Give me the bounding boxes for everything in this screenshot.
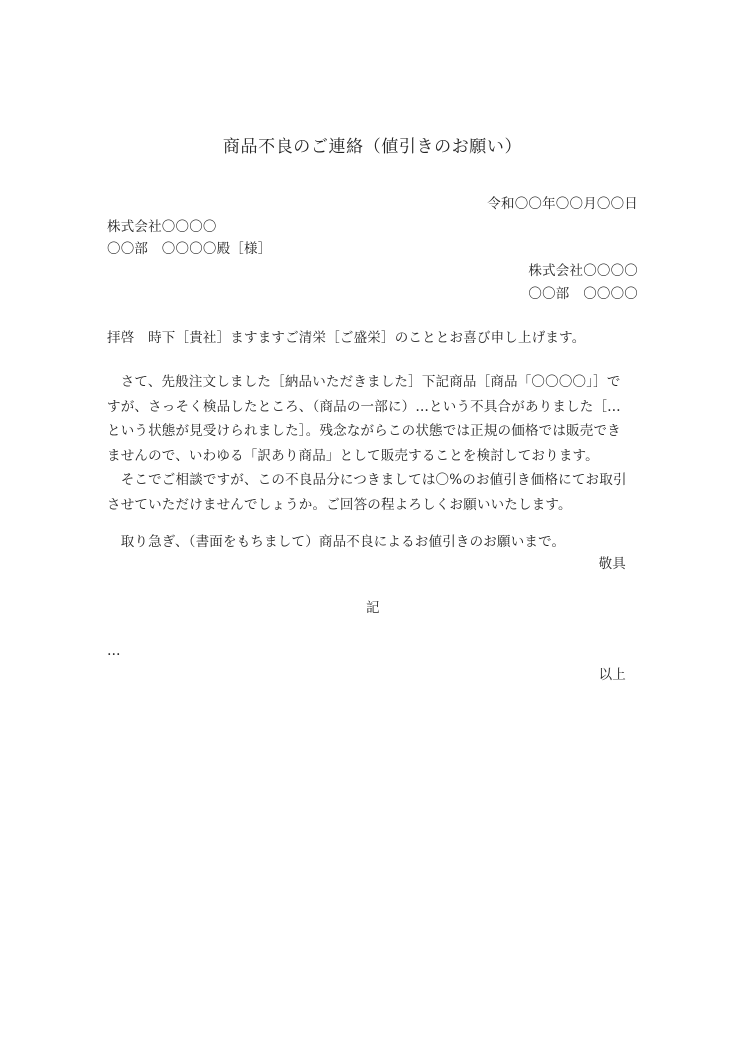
ki-heading: 記	[366, 600, 380, 616]
closing-word: 敬具	[598, 556, 626, 572]
document-date: 令和〇〇年〇〇月〇〇日	[487, 196, 638, 212]
body-line: ませんので、いわゆる「訳あり商品」として販売することを検討しております。	[107, 447, 599, 464]
body-line: さて、先般注文しました［納品いただきました］下記商品［商品「〇〇〇〇」］で	[107, 374, 621, 390]
recipient-company: 株式会社〇〇〇〇	[107, 219, 217, 235]
body-line: そこでご相談ですが、この不良品分につきましては〇%のお値引き価格にてお取引	[107, 472, 627, 488]
body-line: という状態が見受けられました］。残念ながらこの状態では正規の価格では販売でき	[107, 423, 621, 439]
body-paragraphs	[107, 370, 638, 517]
body-line: すが、さっそく検品したところ、（商品の一部に）…という不具合がありました［…	[107, 398, 621, 415]
recipient-person: 〇〇部 〇〇〇〇殿［様］	[107, 241, 272, 257]
closing-sentence: 取り急ぎ、（書面をもちまして）商品不良によるお値引きのお願いまで。	[107, 534, 566, 550]
sender-person: 〇〇部 〇〇〇〇	[528, 286, 638, 302]
ijo-end-mark: 以上	[598, 667, 626, 683]
sender-company: 株式会社〇〇〇〇	[528, 263, 638, 279]
document-title: 商品不良のご連絡（値引きのお願い）	[222, 137, 523, 157]
body-line: させていただけませんでしょうか。ご回答の程よろしくお願いいたします。	[107, 496, 572, 513]
ellipsis-item: …	[107, 643, 121, 659]
greeting-line: 拝啓 時下［貴社］ますますご清栄［ご盛栄］のこととお喜び申し上げます。	[107, 330, 586, 346]
